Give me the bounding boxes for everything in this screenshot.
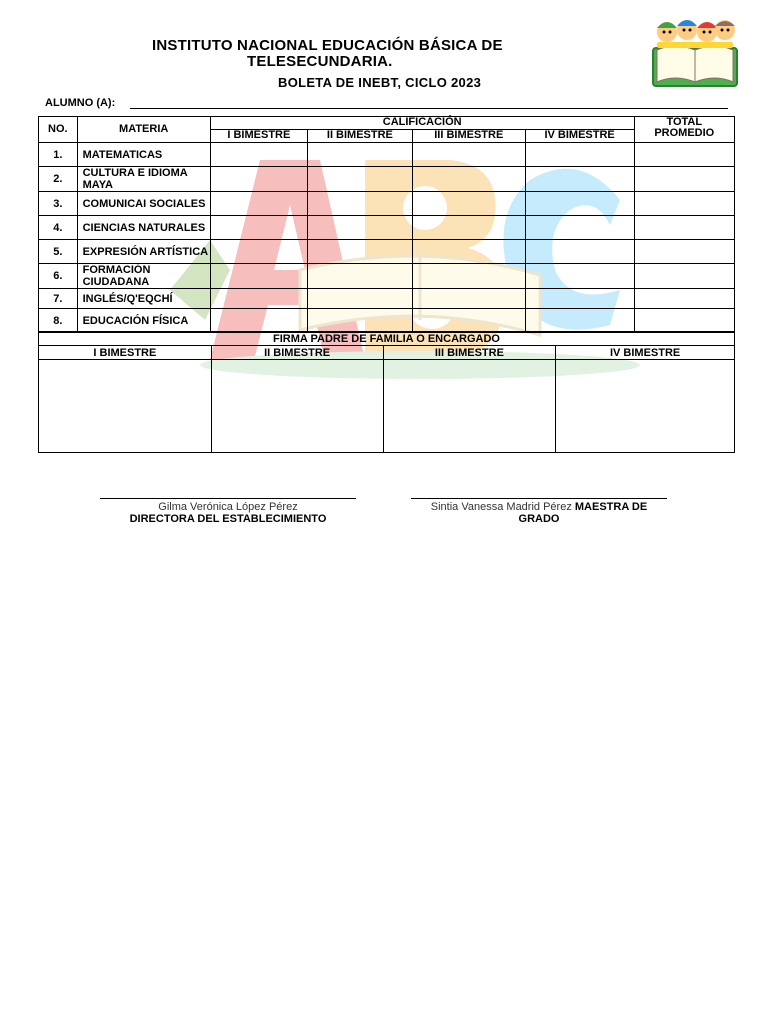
average-cell[interactable]	[634, 309, 734, 333]
director-name: Gilma Verónica López Pérez	[158, 501, 298, 513]
grade-cell[interactable]	[210, 309, 307, 333]
subject-name: MATEMATICAS	[77, 143, 210, 167]
grade-cell[interactable]	[412, 143, 525, 167]
grade-cell[interactable]	[412, 167, 525, 192]
row-number: 4.	[39, 216, 78, 240]
grade-cell[interactable]	[525, 240, 634, 264]
signature-header-bimestre-3: III BIMESTRE	[383, 346, 556, 360]
col-header-materia: MATERIA	[77, 117, 210, 143]
grade-cell[interactable]	[210, 240, 307, 264]
signature-box[interactable]	[383, 360, 556, 453]
parent-signature-table	[38, 331, 735, 453]
grade-cell[interactable]	[210, 264, 307, 289]
teacher-title-line2: GRADO	[518, 513, 560, 525]
grade-cell[interactable]	[307, 192, 412, 216]
col-header-bimestre-2: II BIMESTRE	[307, 130, 412, 143]
signature-box[interactable]	[556, 360, 735, 453]
col-header-bimestre-3: III BIMESTRE	[412, 130, 525, 143]
grade-cell[interactable]	[210, 167, 307, 192]
col-header-calificacion: CALIFICACIÓN	[210, 117, 634, 130]
student-name-line[interactable]	[130, 108, 728, 109]
row-number: 3.	[39, 192, 78, 216]
col-header-total-promedio: TOTAL PROMEDIO	[634, 117, 734, 143]
teacher-signature-line	[411, 498, 667, 499]
average-cell[interactable]	[634, 167, 734, 192]
signature-box[interactable]	[39, 360, 212, 453]
grade-cell[interactable]	[412, 309, 525, 333]
subject-name: EDUCACIÓN FÍSICA	[77, 309, 210, 333]
institution-title-line2: TELESECUNDARIA.	[247, 53, 393, 70]
grade-cell[interactable]	[412, 240, 525, 264]
subject-name: COMUNICAI SOCIALES	[77, 192, 210, 216]
director-signature-line	[100, 498, 356, 499]
table-row	[39, 143, 735, 167]
grade-cell[interactable]	[307, 143, 412, 167]
table-row	[39, 167, 735, 192]
col-header-bimestre-1: I BIMESTRE	[210, 130, 307, 143]
institution-title-line1: INSTITUTO NACIONAL EDUCACIÓN BÁSICA DE	[152, 37, 503, 54]
grade-cell[interactable]	[307, 240, 412, 264]
col-header-no: NO.	[39, 117, 78, 143]
row-number: 8.	[39, 309, 78, 333]
director-title: DIRECTORA DEL ESTABLECIMIENTO	[129, 513, 327, 525]
grade-cell[interactable]	[210, 143, 307, 167]
table-row	[39, 192, 735, 216]
row-number: 6.	[39, 264, 78, 289]
grade-cell[interactable]	[525, 264, 634, 289]
signature-header-bimestre-4: IV BIMESTRE	[556, 346, 735, 360]
grade-cell[interactable]	[525, 309, 634, 333]
grade-cell[interactable]	[525, 216, 634, 240]
signature-header-bimestre-2: II BIMESTRE	[211, 346, 383, 360]
grade-cell[interactable]	[210, 289, 307, 309]
signature-header-bimestre-1: I BIMESTRE	[39, 346, 212, 360]
table-row	[39, 289, 735, 309]
row-number: 7.	[39, 289, 78, 309]
average-cell[interactable]	[634, 240, 734, 264]
average-cell[interactable]	[634, 264, 734, 289]
grade-cell[interactable]	[210, 216, 307, 240]
student-name-label: ALUMNO (A):	[45, 97, 116, 109]
grades-table	[38, 116, 735, 333]
signature-box[interactable]	[211, 360, 383, 453]
average-cell[interactable]	[634, 216, 734, 240]
parent-signature-title: FIRMA PADRE DE FAMILIA O ENCARGADO	[39, 332, 735, 346]
teacher-title: MAESTRA DE	[574, 501, 648, 513]
average-cell[interactable]	[634, 289, 734, 309]
grade-cell[interactable]	[412, 192, 525, 216]
grade-cell[interactable]	[525, 143, 634, 167]
grade-cell[interactable]	[307, 309, 412, 333]
subject-name: EXPRESIÓN ARTÍSTICA	[77, 240, 210, 264]
row-number: 2.	[39, 167, 78, 192]
grade-cell[interactable]	[525, 192, 634, 216]
subject-name: INGLÉS/Q'EQCHÍ	[77, 289, 210, 309]
teacher-name: Sintia Vanessa Madrid Pérez	[430, 501, 572, 513]
table-row	[39, 309, 735, 333]
grade-cell[interactable]	[307, 289, 412, 309]
table-row	[39, 264, 735, 289]
row-number: 1.	[39, 143, 78, 167]
subject-name: FORMACIÓN CIUDADANA	[77, 264, 210, 289]
subject-name: CIENCIAS NATURALES	[77, 216, 210, 240]
grade-cell[interactable]	[525, 167, 634, 192]
row-number: 5.	[39, 240, 78, 264]
table-row	[39, 240, 735, 264]
grade-cell[interactable]	[307, 216, 412, 240]
subject-name: CULTURA E IDIOMA MAYA	[77, 167, 210, 192]
grade-cell[interactable]	[307, 264, 412, 289]
teacher-name-block	[400, 501, 678, 513]
grade-cell[interactable]	[412, 216, 525, 240]
col-header-bimestre-4: IV BIMESTRE	[525, 130, 634, 143]
grade-cell[interactable]	[210, 192, 307, 216]
average-cell[interactable]	[634, 192, 734, 216]
grade-cell[interactable]	[412, 264, 525, 289]
report-card-subtitle: BOLETA DE INEBT, CICLO 2023	[278, 75, 482, 90]
grade-cell[interactable]	[412, 289, 525, 309]
average-cell[interactable]	[634, 143, 734, 167]
grade-cell[interactable]	[307, 167, 412, 192]
kids-reading-book-logo	[645, 8, 745, 90]
table-row	[39, 216, 735, 240]
grade-cell[interactable]	[525, 289, 634, 309]
